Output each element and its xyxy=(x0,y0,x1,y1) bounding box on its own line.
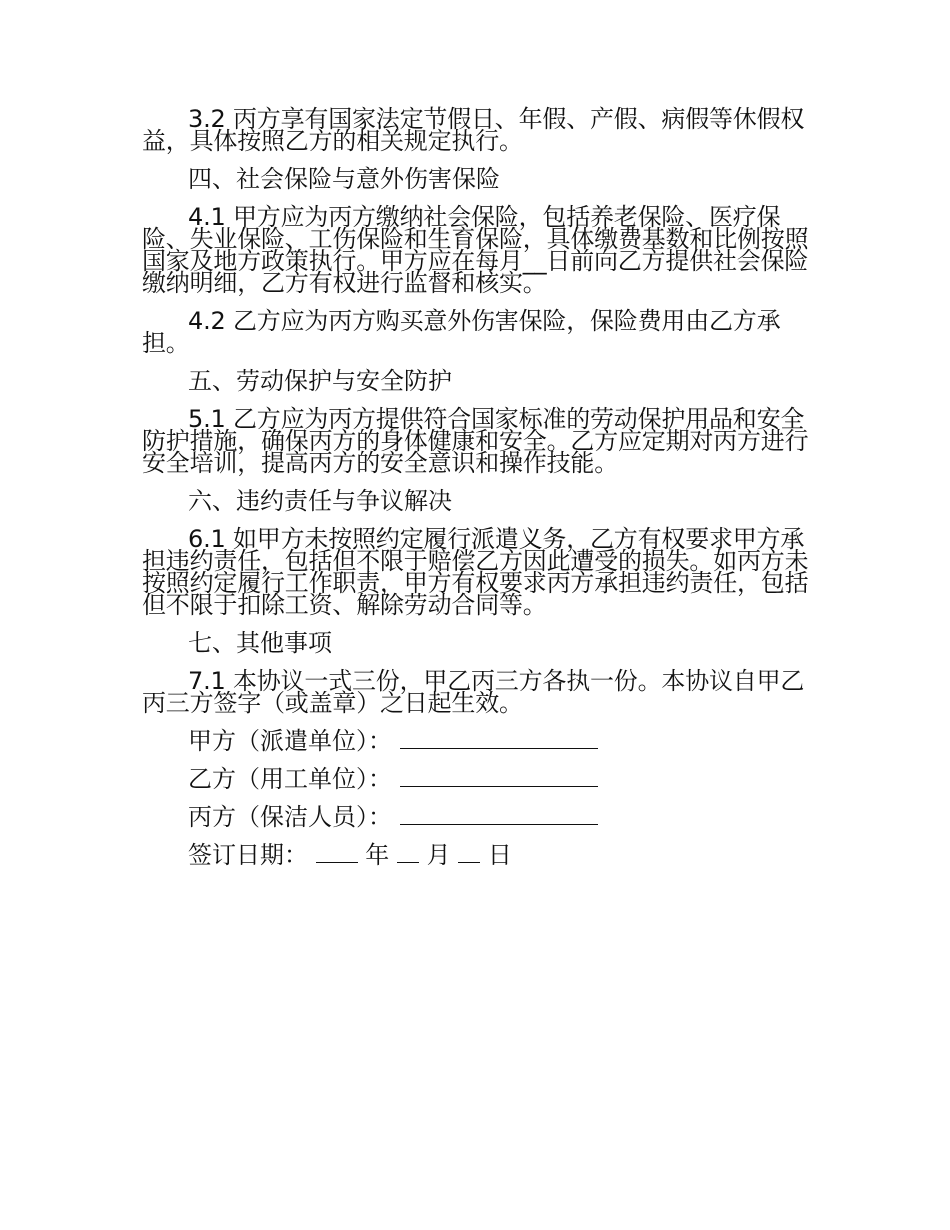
clause-7-1: 7.1 本协议一式三份，甲乙丙三方各执一份。本协议自甲乙丙三方签字（或盖章）之日起生效。 xyxy=(142,667,805,717)
signature-party-b xyxy=(142,765,810,793)
signing-date-year-blank xyxy=(316,844,358,863)
document-body xyxy=(142,105,810,882)
signature-party-b-label: 乙方（用工单位）： xyxy=(188,765,392,793)
signing-date-label: 签订日期： xyxy=(188,841,308,869)
signature-party-c-blank xyxy=(400,806,598,825)
section-heading-4: 四、社会保险与意外伤害保险 xyxy=(188,165,500,193)
signature-party-c-label: 丙方（保洁人员）： xyxy=(188,803,392,831)
clause-6-1: 6.1 如甲方未按照约定履行派遣义务，乙方有权要求甲方承担违约责任，包括但不限于赔偿乙方因此遭受的损失。如丙方未按照约定履行工作职责，甲方有权要求丙方承担违约责任，包括但不限于扣除工资、解除劳动合同等。 xyxy=(142,525,809,619)
signature-party-b-blank xyxy=(400,768,598,787)
signing-date-month-blank xyxy=(397,844,419,863)
signing-date xyxy=(142,841,810,869)
signing-date-year-label: 年 xyxy=(365,841,390,869)
clause-4-1: 4.1 甲方应为丙方缴纳社会保险，包括养老保险、医疗保险、失业保险、工伤保险和生育保险，具体缴费基数和比例按照国家及地方政策执行。甲方应在每月__日前向乙方提供社会保险缴纳明细，乙方有权进行监督和核实。 xyxy=(142,203,809,297)
signature-party-a-blank xyxy=(400,730,598,749)
section-heading-5: 五、劳动保护与安全防护 xyxy=(188,367,452,395)
signature-party-c xyxy=(142,803,810,831)
signature-party-a xyxy=(142,727,810,755)
signing-date-day-label: 日 xyxy=(487,841,512,869)
signing-date-day-blank xyxy=(458,844,480,863)
clause-5-1: 5.1 乙方应为丙方提供符合国家标准的劳动保护用品和安全防护措施，确保丙方的身体健康和安全。乙方应定期对丙方进行安全培训，提高丙方的安全意识和操作技能。 xyxy=(142,405,809,477)
section-heading-7: 七、其他事项 xyxy=(188,629,332,657)
clause-4-2: 4.2 乙方应为丙方购买意外伤害保险，保险费用由乙方承担。 xyxy=(142,307,781,357)
signature-party-a-label: 甲方（派遣单位）： xyxy=(188,727,392,755)
signing-date-month-label: 月 xyxy=(426,841,451,869)
section-heading-6: 六、违约责任与争议解决 xyxy=(188,487,452,515)
clause-3-2: 3.2 丙方享有国家法定节假日、年假、产假、病假等休假权益，具体按照乙方的相关规定执行。 xyxy=(142,105,805,155)
